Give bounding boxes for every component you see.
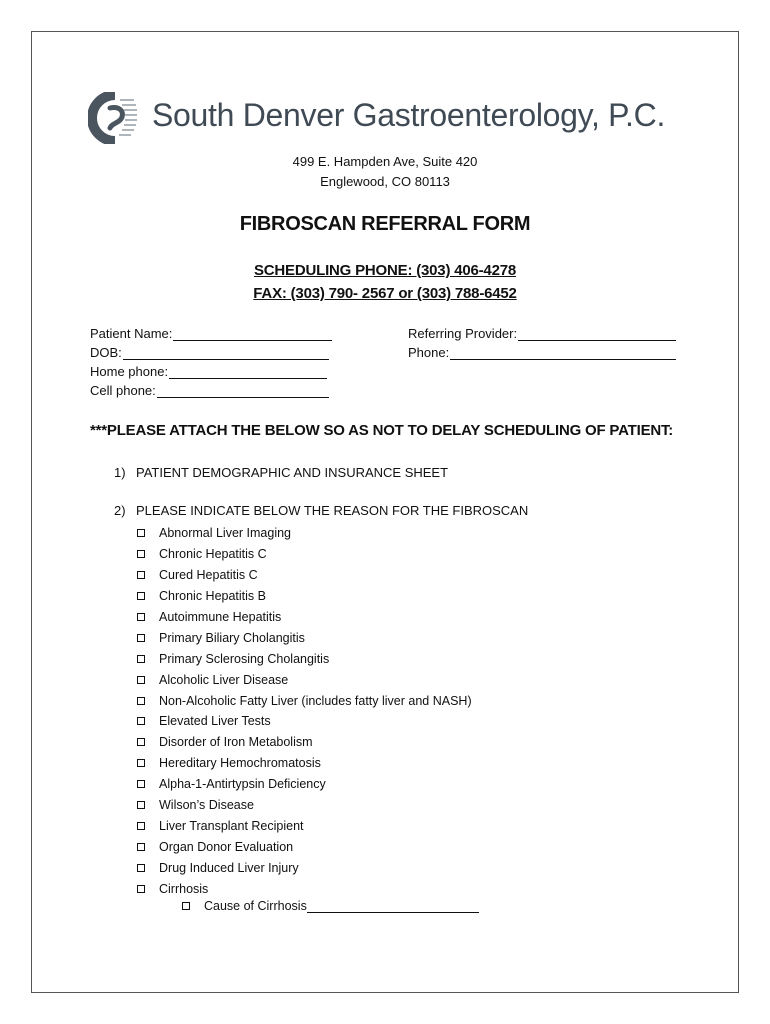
checkbox-icon[interactable]: [137, 780, 145, 788]
reason-item[interactable]: [137, 836, 472, 857]
reason-label: Autoimmune Hepatitis: [159, 610, 282, 624]
cell-phone-label: Cell phone:: [90, 383, 156, 398]
reason-label: Elevated Liver Tests: [159, 714, 271, 729]
referring-provider-field[interactable]: [408, 326, 676, 341]
item-text: PATIENT DEMOGRAPHIC AND INSURANCE SHEET: [136, 465, 449, 480]
numbered-item-1: [114, 465, 448, 480]
checkbox-icon[interactable]: [137, 529, 145, 537]
reason-item[interactable]: [137, 690, 472, 711]
reason-label: Chronic Hepatitis C: [159, 547, 267, 562]
home-phone-label: Home phone:: [90, 364, 169, 379]
home-phone-field[interactable]: [90, 364, 327, 379]
dob-label: DOB:: [90, 345, 122, 360]
patient-name-label: Patient Name:: [90, 326, 173, 341]
company-name: South Denver Gastroenterology, P.C.: [152, 97, 666, 133]
reason-label: Disorder of Iron Metabolism: [159, 735, 313, 750]
referring-provider-line[interactable]: [518, 328, 676, 341]
provider-phone-field[interactable]: [408, 345, 676, 360]
cell-phone-line[interactable]: [157, 385, 329, 398]
checkbox-icon[interactable]: [137, 759, 145, 767]
checkbox-icon[interactable]: [137, 655, 145, 663]
reason-label: Alpha-1-Antirtypsin Deficiency: [159, 777, 326, 792]
reason-item[interactable]: [137, 544, 472, 565]
reason-item[interactable]: [137, 711, 472, 732]
reason-label: Alcoholic Liver Disease: [159, 672, 289, 687]
checkbox-icon[interactable]: [137, 864, 145, 872]
reason-checklist: [137, 523, 472, 899]
checkbox-icon[interactable]: [137, 592, 145, 600]
checkbox-icon[interactable]: [182, 902, 190, 910]
reason-label: Cured Hepatitis C: [159, 568, 258, 583]
checkbox-icon[interactable]: [137, 676, 145, 684]
checkbox-icon[interactable]: [137, 822, 145, 830]
item-number: 1): [114, 465, 126, 480]
checkbox-icon[interactable]: [137, 801, 145, 809]
checkbox-icon[interactable]: [137, 717, 145, 725]
reason-label: Primary Biliary Cholangitis: [159, 630, 305, 645]
address-line-1: 499 E. Hampden Ave, Suite 420: [292, 154, 478, 169]
cause-of-cirrhosis-line[interactable]: [307, 900, 479, 913]
reason-label: Hereditary Hemochromatosis: [159, 756, 321, 771]
provider-phone-line[interactable]: [450, 347, 676, 360]
checkbox-icon[interactable]: [137, 634, 145, 642]
dob-field[interactable]: [90, 345, 329, 360]
form-title: FIBROSCAN REFERRAL FORM: [239, 213, 531, 235]
cell-phone-field[interactable]: [90, 383, 329, 398]
reason-item[interactable]: [137, 815, 472, 836]
referring-provider-label: Referring Provider:: [408, 326, 518, 341]
reason-item[interactable]: [137, 795, 472, 816]
checkbox-icon[interactable]: [137, 843, 145, 851]
reason-label: Chronic Hepatitis B: [159, 589, 266, 604]
checkbox-icon[interactable]: [137, 697, 145, 705]
reason-item[interactable]: [137, 648, 472, 669]
reason-item[interactable]: [137, 523, 472, 544]
reason-item[interactable]: [137, 753, 472, 774]
address-line-2: Englewood, CO 80113: [320, 174, 450, 189]
reason-item[interactable]: [137, 627, 472, 648]
home-phone-line[interactable]: [169, 366, 327, 379]
fax-number: FAX: (303) 790- 2567 or (303) 788-6452: [253, 285, 517, 302]
item-text: PLEASE INDICATE BELOW THE REASON FOR THE FIBROSCAN: [136, 503, 529, 518]
reason-label: Non-Alcoholic Fatty Liver (includes fatty liver and NASH): [159, 693, 472, 708]
reason-label: Cirrhosis: [159, 881, 209, 896]
reason-item[interactable]: [137, 774, 472, 795]
company-logo-icon: [88, 92, 138, 144]
reason-label: Wilson’s Disease: [159, 798, 254, 813]
reason-label: Primary Sclerosing Cholangitis: [159, 651, 330, 666]
checkbox-icon[interactable]: [137, 738, 145, 746]
checkbox-icon[interactable]: [137, 571, 145, 579]
reason-item[interactable]: [137, 878, 472, 899]
reason-label: Liver Transplant Recipient: [159, 818, 304, 833]
scheduling-phone: SCHEDULING PHONE: (303) 406-4278: [253, 262, 517, 279]
patient-name-line[interactable]: [173, 328, 332, 341]
cause-of-cirrhosis-label: Cause of Cirrhosis: [204, 899, 307, 913]
cause-of-cirrhosis-item[interactable]: [182, 899, 479, 913]
reason-label: Drug Induced Liver Injury: [159, 860, 299, 875]
checkbox-icon[interactable]: [137, 550, 145, 558]
reason-item[interactable]: [137, 857, 472, 878]
checkbox-icon[interactable]: [137, 613, 145, 621]
attach-notice: ***PLEASE ATTACH THE BELOW SO AS NOT TO DELAY SCHEDULING OF PATIENT:: [90, 422, 674, 439]
reason-label: Abnormal Liver Imaging: [159, 526, 292, 541]
reason-item[interactable]: [137, 669, 472, 690]
reason-item[interactable]: [137, 732, 472, 753]
numbered-item-2: [114, 503, 528, 518]
checkbox-icon[interactable]: [137, 885, 145, 893]
patient-name-field[interactable]: [90, 326, 332, 341]
reason-item[interactable]: [137, 565, 472, 586]
reason-item[interactable]: [137, 607, 472, 628]
provider-phone-label: Phone:: [408, 345, 450, 360]
dob-line[interactable]: [123, 347, 329, 360]
reason-label: Organ Donor Evaluation: [159, 839, 294, 854]
reason-item[interactable]: [137, 586, 472, 607]
item-number: 2): [114, 503, 126, 518]
